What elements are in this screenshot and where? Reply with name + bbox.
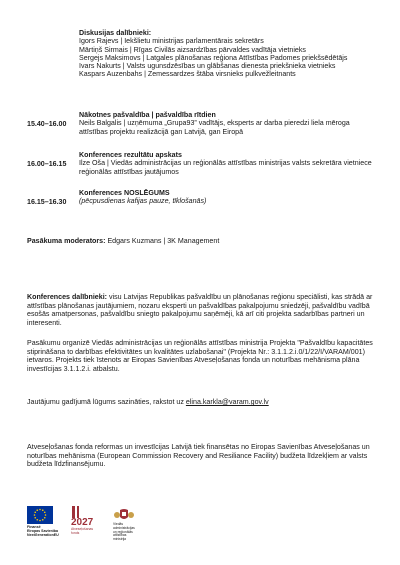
recovery-caption-2: fonds (71, 530, 80, 535)
schedule-description: Neils Balgalis | uzņēmuma „Grupa93” vadītājs, eksperts ar darba pieredzi liela mēroga attīstības projektu realizācijā gan Latvijā, gan Eiropā (79, 119, 350, 136)
eu-funding-logo (27, 506, 61, 537)
eu-star-icon (36, 519, 38, 521)
schedule-title: Nākotnes pašvaldība | pašvaldība rītdien (79, 111, 216, 119)
coat-of-arms-icon (113, 508, 135, 522)
moderator-value: Edgars Kuzmans | 3K Management (105, 237, 220, 245)
schedule-time: 16.00–16.15 (27, 160, 67, 168)
eu-star-icon (34, 511, 36, 513)
participants-paragraph (27, 293, 377, 327)
eu-star-icon (44, 511, 46, 513)
organizer-text: Pasākumu organizē Viedās administrācijas un reģionālās attīstības ministrija Projekta "Pašvaldību kapacitātes stiprināšana to darbības efektivitātes un kvalitātes uzlabošanai" (Projekta Nr.: 3.1.1.2.i.0/1/22/I/VARAM/001) ietvaros. Projekts tiek īstenots ar Eiropas Savienības Atveseļošanas fonda un noturības mehānisma plāna investīcijas 3.1.1.2.i. atbalstu. (27, 339, 373, 373)
eu-star-icon (39, 509, 41, 511)
logo-2027-text: 2027 (71, 517, 94, 528)
participant-5: Kaspars Auzenbahs | Zemessardzes štāba virsnieks pulkvežleitnants (79, 70, 296, 79)
schedule-time: 15.40–16.00 (27, 120, 67, 128)
schedule-time: 16.15–16.30 (27, 198, 67, 206)
eu-star-icon (34, 517, 36, 519)
funding-text: Atveseļošanas fonda reformas un investīcijas Latvijā tiek finansētas no Eiropas Savienības Atveseļošanas un noturības mehānisma (European Commission Recovery and Resiliance Facility) budžeta līdzekļiem ar valsts budžeta līdzfinansējumu. (27, 443, 370, 469)
eu-star-icon (39, 520, 41, 522)
funding-paragraph (27, 443, 377, 469)
ministry-caption-1: Viedās (113, 522, 124, 526)
moderator-label: Pasākuma moderators: (27, 237, 106, 245)
participant-2: Mārtiņš Sirmais | Rīgas Civilās aizsardzības pārvaldes vadītāja vietnieks (79, 45, 306, 54)
latvia-2027-logo (71, 506, 101, 536)
eu-star-icon (36, 509, 38, 511)
eu-star-icon (34, 514, 36, 516)
eu-flag-icon (27, 506, 53, 524)
schedule-title: Konferences NOSLĒGUMS (79, 189, 170, 197)
participant-3: Sergejs Maksimovs | Latgales plānošanas reģiona Attīstības Padomes priekšsēdētājs (79, 53, 348, 62)
moderator-line (27, 237, 377, 246)
eu-star-icon (45, 514, 47, 516)
contact-email-link[interactable]: elina.karkla@varam.gov.lv (185, 398, 269, 406)
schedule-description: (pēcpusdienas kafijas pauze, tīklošanās) (79, 197, 207, 206)
participants-label: Konferences dalībnieki: (27, 293, 108, 301)
recovery-caption-1: Atveseļošanas (71, 527, 94, 531)
schedule-title: Konferences rezultātu apskats (79, 151, 182, 159)
eu-star-icon (42, 519, 44, 521)
schedule-description: Ilze Oša | Viedās administrācijas un reģionālās attīstības ministrijas valsts sekretāra vietniece reģionālās attīstības jautājumos (79, 159, 372, 176)
eu-caption-1: Finansē (27, 525, 41, 529)
eu-star-icon (44, 517, 46, 519)
contact-text: Jautājumu gadījumā lūgums sazināties, rakstot uz (27, 398, 186, 406)
ministry-caption-3: un reģionālās (113, 529, 133, 534)
eu-caption-3: NextGenerationEU (27, 533, 59, 537)
ministry-caption-5: ministrija (113, 537, 127, 542)
participant-1: Igors Rajevs | Iekšlietu ministrijas parlamentārais sekretārs (79, 37, 264, 46)
ministry-logo (113, 508, 147, 542)
ministry-caption-2: administrācijas (113, 525, 135, 530)
eu-star-icon (42, 509, 44, 511)
ministry-caption-4: attīstības (113, 533, 127, 538)
participant-4: Ivars Nakurts | Valsts ugunsdzēsības un glābšanas dienesta priekšnieka vietnieks (79, 62, 336, 71)
contact-line (27, 398, 377, 407)
organizer-paragraph (27, 339, 377, 373)
participants-text: visu Latvijas Republikas pašvaldību un plānošanas reģionu speciālisti, kas strādā ar attīstības plānošanas jautājumiem, nozaru eksperti un pašvaldības pakalpojumu sniedzēji, pašvaldību vadībā esošās amatpersonas, pašvaldību sniegto pakalpojumu saņēmēji, kā arī citi projekta sadarbības partneri un interesenti. (27, 293, 373, 327)
eu-caption-2: Eiropas Savienība (27, 529, 58, 533)
discussion-heading: Diskusijas dalībnieki: (79, 29, 152, 37)
